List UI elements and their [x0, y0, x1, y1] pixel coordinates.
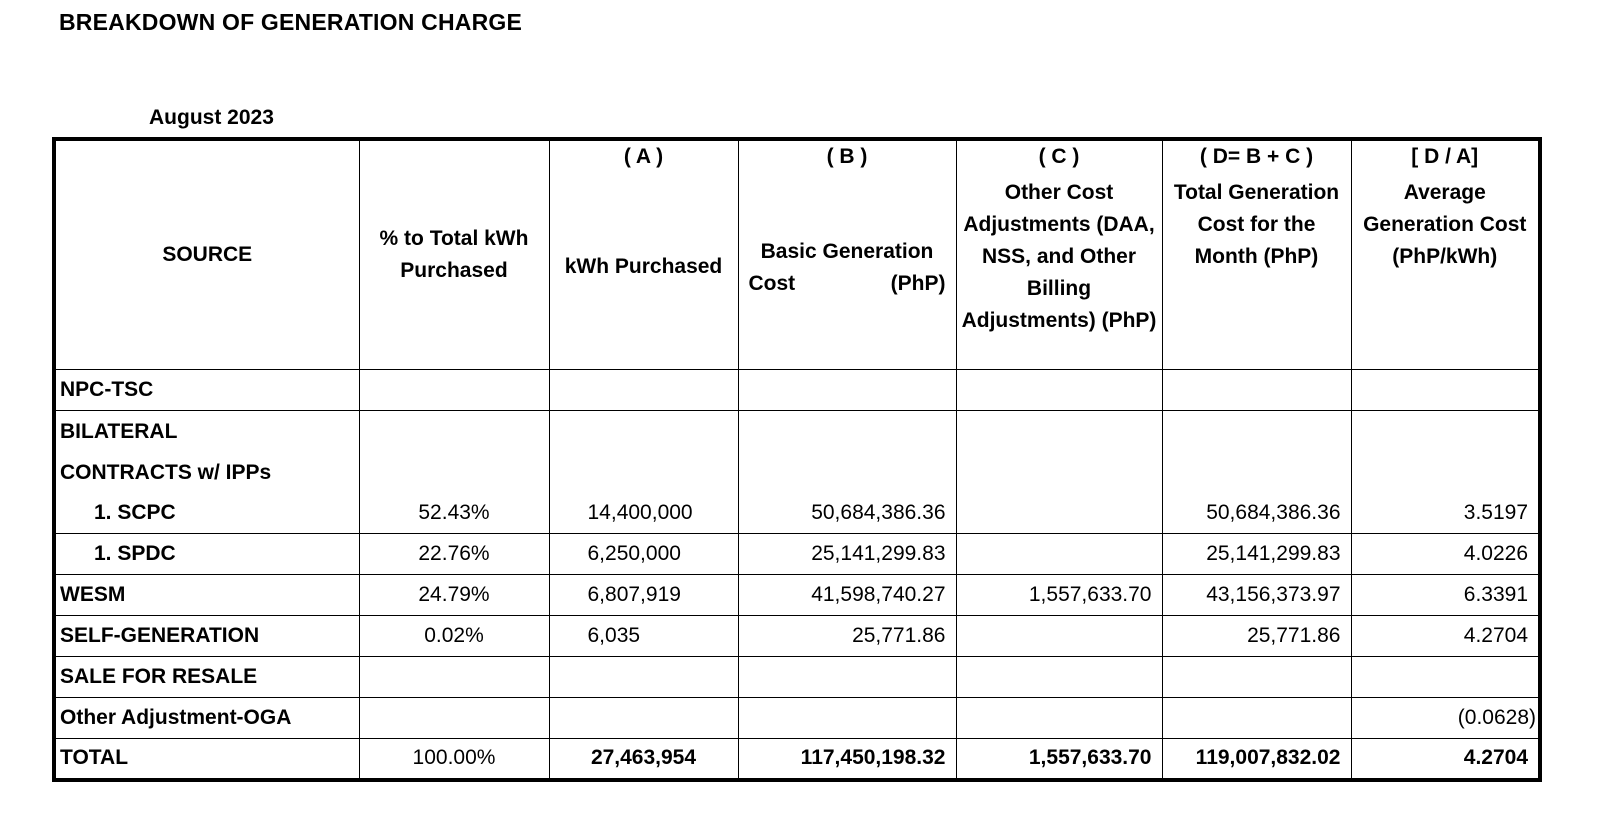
header-total-generation-cost	[1162, 139, 1351, 369]
header-kwh-purchased	[549, 139, 738, 369]
header-source: SOURCE	[54, 139, 359, 369]
cell-empty	[738, 657, 956, 698]
cell-total: 25,141,299.83	[1162, 534, 1351, 575]
header-code-da: [ D / A]	[1411, 145, 1479, 168]
table-row-other-adjustment-oga	[54, 698, 1540, 739]
cell-basic: 117,450,198.32	[738, 739, 956, 780]
cell-total: 50,684,386.36	[1162, 493, 1351, 534]
cell-empty	[1162, 410, 1351, 493]
cell-empty	[738, 369, 956, 410]
cell-total: 25,771.86	[1162, 616, 1351, 657]
row-source	[54, 410, 359, 493]
cell-pct: 22.76%	[359, 534, 549, 575]
cell-empty	[1162, 657, 1351, 698]
header-avg-line3: (PhP/kWh)	[1392, 245, 1498, 268]
header-basic-php-unit: (PhP)	[890, 272, 946, 295]
cell-pct: 24.79%	[359, 575, 549, 616]
header-other-line2: Adjustments (DAA,	[963, 213, 1155, 236]
table-row-bilateral-contracts	[54, 410, 1540, 493]
cell-kwh: 6,035	[549, 616, 738, 657]
cell-empty	[359, 698, 549, 739]
cell-kwh: 14,400,000	[549, 493, 738, 534]
header-code-b: ( B )	[826, 145, 868, 168]
cell-empty	[1351, 369, 1540, 410]
cell-other	[956, 616, 1162, 657]
cell-avg: 3.5197	[1351, 493, 1540, 534]
table-row-npc-tsc	[54, 369, 1540, 410]
cell-empty	[359, 410, 549, 493]
cell-empty	[549, 657, 738, 698]
header-other-line1: Other Cost	[1004, 181, 1114, 204]
row-source: WESM	[54, 575, 359, 616]
cell-empty	[956, 657, 1162, 698]
header-other-line3: NSS, and Other	[981, 245, 1137, 268]
header-avg-body	[1352, 177, 1539, 273]
cell-avg: 4.0226	[1351, 534, 1540, 575]
cell-empty	[956, 369, 1162, 410]
table-row-scpc	[54, 493, 1540, 534]
cell-empty	[1162, 369, 1351, 410]
header-other-line5: Adjustments) (PhP)	[961, 309, 1157, 332]
header-total-line1: Total Generation	[1173, 181, 1340, 204]
cell-empty	[549, 369, 738, 410]
header-code-d: ( D= B + C )	[1199, 145, 1314, 168]
cell-basic: 25,771.86	[738, 616, 956, 657]
table-row-wesm	[54, 575, 1540, 616]
header-basic-body	[739, 236, 956, 300]
header-total-line3: Month (PhP)	[1194, 245, 1319, 268]
header-other-body	[957, 177, 1162, 337]
header-kwh-label: kWh Purchased	[564, 255, 723, 278]
cell-pct: 100.00%	[359, 739, 549, 780]
header-pct-line2: Purchased	[400, 258, 508, 282]
cell-other	[956, 534, 1162, 575]
row-source: 1. SPDC	[54, 534, 359, 575]
header-other-cost-adjustments	[956, 139, 1162, 369]
cell-empty	[956, 410, 1162, 493]
header-basic-line2	[739, 268, 956, 300]
header-pct-total-kwh	[359, 139, 549, 369]
cell-empty	[1351, 410, 1540, 493]
row-source: 1. SCPC	[54, 493, 359, 534]
header-avg-line2: Generation Cost	[1363, 213, 1527, 236]
cell-other: 1,557,633.70	[956, 739, 1162, 780]
row-source: SELF-GENERATION	[54, 616, 359, 657]
table-row-spdc	[54, 534, 1540, 575]
cell-empty	[1351, 657, 1540, 698]
cell-pct: 0.02%	[359, 616, 549, 657]
cell-basic: 50,684,386.36	[738, 493, 956, 534]
header-basic-cost-word: Cost	[748, 272, 796, 295]
cell-total: 119,007,832.02	[1162, 739, 1351, 780]
cell-empty	[359, 657, 549, 698]
cell-other	[956, 493, 1162, 534]
header-average-generation-cost	[1351, 139, 1540, 369]
cell-empty	[359, 369, 549, 410]
header-total-body	[1163, 177, 1351, 273]
cell-avg: 4.2704	[1351, 616, 1540, 657]
header-basic-line1: Basic Generation	[760, 240, 934, 263]
generation-charge-table	[52, 137, 1542, 782]
cell-avg: 4.2704	[1351, 739, 1540, 780]
cell-empty	[738, 410, 956, 493]
header-code-a: ( A )	[623, 145, 664, 168]
cell-avg: (0.0628)	[1351, 698, 1540, 739]
cell-empty	[549, 410, 738, 493]
cell-kwh: 6,807,919	[549, 575, 738, 616]
table-header-row	[54, 139, 1540, 369]
header-total-line2: Cost for the	[1197, 213, 1316, 236]
cell-pct: 52.43%	[359, 493, 549, 534]
cell-other: 1,557,633.70	[956, 575, 1162, 616]
cell-basic: 25,141,299.83	[738, 534, 956, 575]
bilateral-line1: BILATERAL	[60, 419, 178, 443]
cell-avg: 6.3391	[1351, 575, 1540, 616]
cell-basic: 41,598,740.27	[738, 575, 956, 616]
cell-kwh: 27,463,954	[549, 739, 738, 780]
row-source: TOTAL	[54, 739, 359, 780]
cell-empty	[956, 698, 1162, 739]
header-code-c: ( C )	[1038, 145, 1080, 168]
row-source: NPC-TSC	[54, 369, 359, 410]
page-title: BREAKDOWN OF GENERATION CHARGE	[59, 9, 523, 35]
table-row-total	[54, 739, 1540, 780]
cell-total: 43,156,373.97	[1162, 575, 1351, 616]
header-pct-line1: % to Total kWh	[379, 226, 529, 250]
bilateral-line2: CONTRACTS w/ IPPs	[60, 460, 272, 484]
cell-kwh: 6,250,000	[549, 534, 738, 575]
cell-empty	[1162, 698, 1351, 739]
table-row-self-generation	[54, 616, 1540, 657]
cell-empty	[549, 698, 738, 739]
header-other-line4: Billing	[1026, 277, 1092, 300]
header-basic-generation-cost	[738, 139, 956, 369]
cell-empty	[738, 698, 956, 739]
table-row-sale-for-resale	[54, 657, 1540, 698]
period-label: August 2023	[149, 106, 274, 129]
header-avg-line1: Average	[1403, 181, 1486, 204]
row-source: SALE FOR RESALE	[54, 657, 359, 698]
row-source: Other Adjustment-OGA	[54, 698, 359, 739]
